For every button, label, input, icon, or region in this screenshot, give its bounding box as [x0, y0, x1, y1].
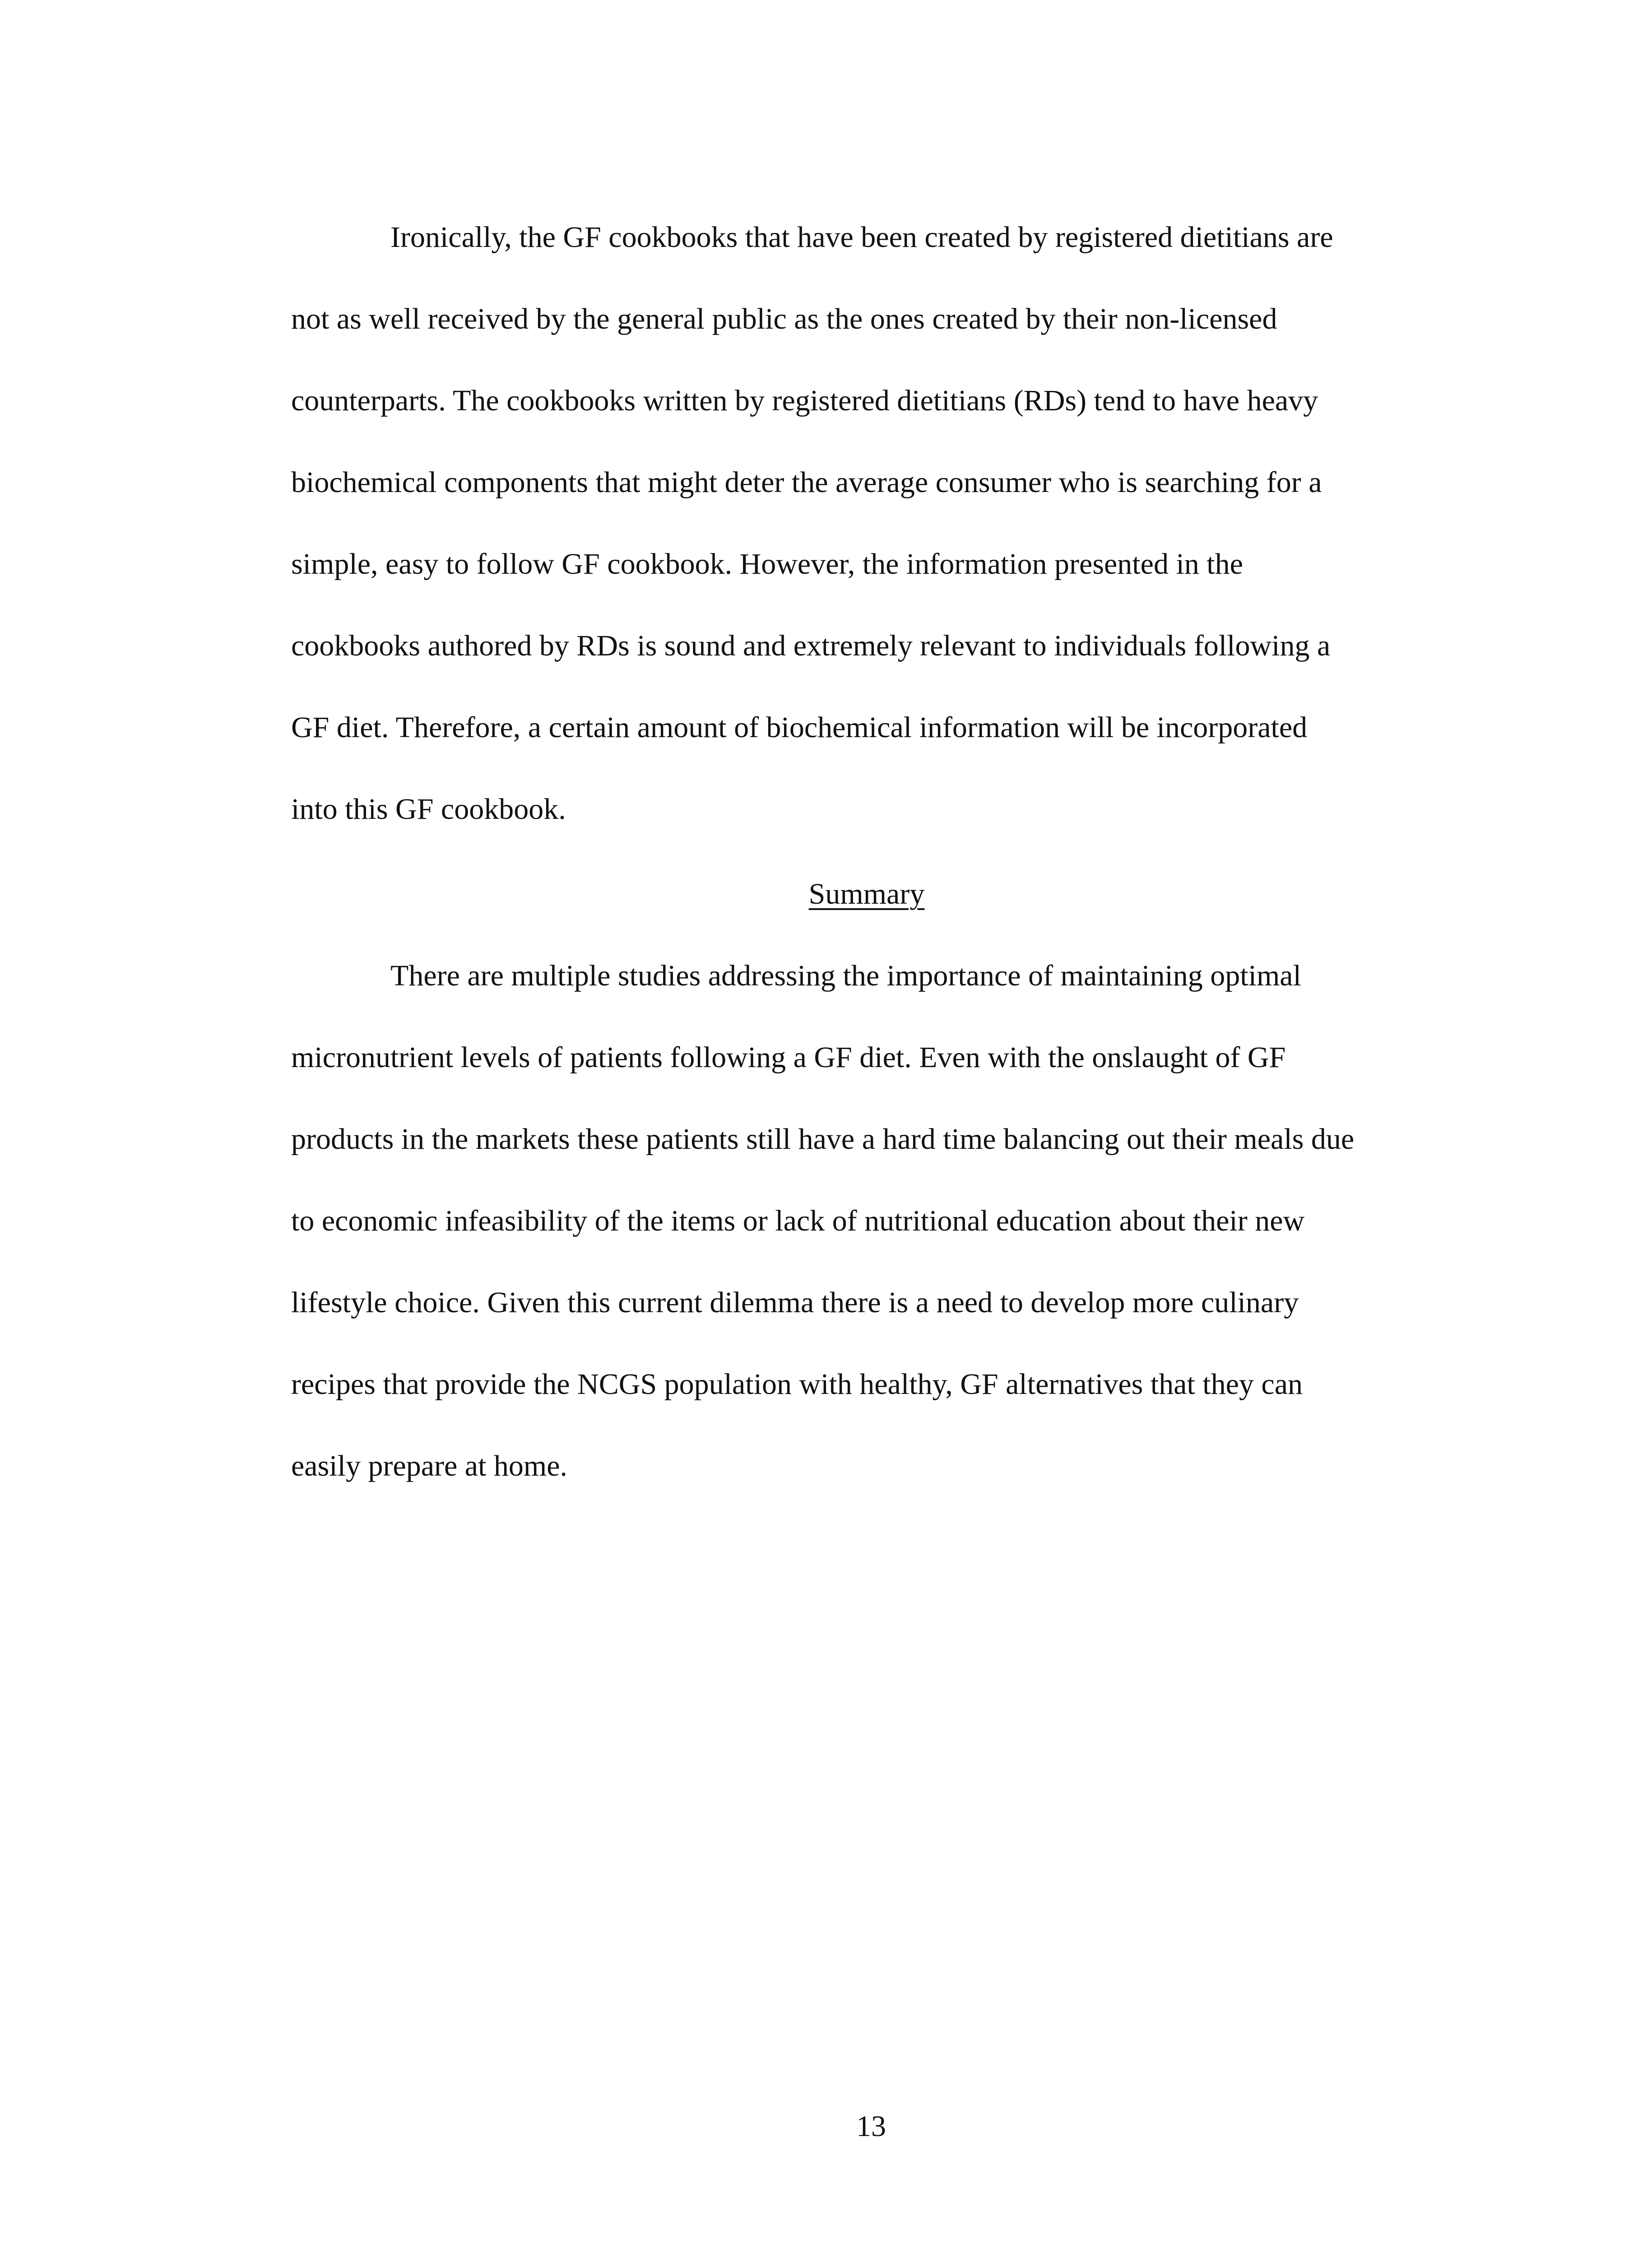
text-line: biochemical components that might deter the average consumer who is searching for a	[291, 466, 1322, 499]
text-line: There are multiple studies addressing the importance of maintaining optimal	[390, 959, 1301, 992]
paragraph-summary	[291, 935, 1460, 1507]
text-line: lifestyle choice. Given this current dilemma there is a need to develop more culinary	[291, 1286, 1299, 1319]
text-line: micronutrient levels of patients following a GF diet. Even with the onslaught of GF	[291, 1041, 1286, 1074]
text-line: counterparts. The cookbooks written by registered dietitians (RDs) tend to have heavy	[291, 384, 1318, 417]
text-line: Ironically, the GF cookbooks that have been created by registered dietitians are	[390, 221, 1333, 254]
text-line: recipes that provide the NCGS population with healthy, GF alternatives that they can	[291, 1368, 1303, 1401]
text-line: easily prepare at home.	[291, 1449, 568, 1482]
summary-heading: Summary	[808, 878, 925, 910]
text-line: not as well received by the general public as the ones created by their non-licensed	[291, 302, 1277, 335]
page-number-label: 13	[856, 2110, 886, 2143]
text-line: simple, easy to follow GF cookbook. However, the information presented in the	[291, 548, 1243, 581]
text-line: into this GF cookbook.	[291, 793, 566, 826]
text-line: GF diet. Therefore, a certain amount of biochemical information will be incorporated	[291, 711, 1308, 744]
page-number	[0, 2085, 1652, 2167]
text-line: to economic infeasibility of the items or lack of nutritional education about their new	[291, 1204, 1305, 1237]
paragraph-rd-cookbooks	[291, 196, 1460, 850]
text-line: products in the markets these patients still have a hard time balancing out their meals due	[291, 1123, 1355, 1156]
text-line: cookbooks authored by RDs is sound and extremely relevant to individuals following a	[291, 629, 1331, 662]
section-heading	[0, 853, 1652, 935]
